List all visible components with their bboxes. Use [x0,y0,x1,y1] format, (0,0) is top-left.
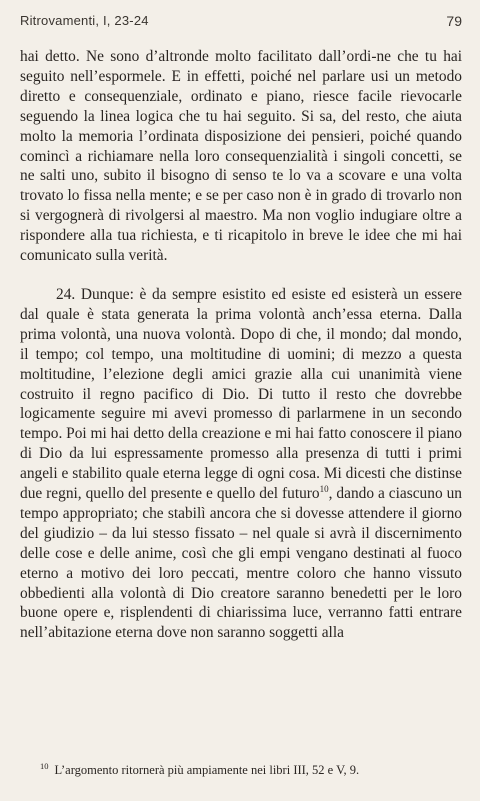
main-text [20,47,462,643]
running-head: Ritrovamenti, I, 23-24 [20,13,149,28]
paragraph-text: , dando a ciascuno un tempo appropriato; che stabilì ancora che si dovesse attendere il giorno del giudizio – da lui stesso fissato – nel quale si avrà il discernimento delle cose e delle anime, così che gli empi vengano destinati al fuoco eterno a motivo dei loro peccati, mentre coloro che hanno vissuto obbedienti alla volontà di Dio creatore saranno benedetti per le loro buone opere e, risplendenti di chiarissima luce, verranno fatti entrare nell’abitazione eterna dove non saranno soggetti alla [20,485,462,642]
footnote-text: L’argomento ritornerà più ampiamente nei libri III, 52 e V, 9. [54,763,360,777]
paragraph-text: 24. Dunque: è da sempre esistito ed esiste ed esisterà un essere dal quale è stata generata la prima volontà anch’essa eterna. Dalla prima volontà, una nuova volontà. Dopo di che, il mondo; dal mondo, il tempo; col tempo, una moltitudine di uomini; di mezzo a questa moltitudine, l’elezione degli amici grazie alla cui unanimità viene costruito il regno pacifico di Dio. Di tutto il resto che dovrebbe logicamente seguire mi avevi promesso di parlarmene in un secondo tempo. Poi mi hai detto della creazione e mi hai fatto conoscere il piano di Dio da lui espressamente promesso alla presenza di tutti i primi angeli e stabilito quale eterna legge di ogni cosa. Mi dicesti che distinse due regni, quello del presente e quello del futuro [20,285,462,503]
paragraph: hai detto. Ne sono d’altronde molto facilitato dall’ordi-ne che tu hai seguito nell’espormele. E in effetti, poiché nel parlare usi un metodo diretto e consequenziale, ordinato e piano, riesce facile rievocarle seguendo la linea logica che tu hai seguito. Si sa, del resto, che aiuta molto la memoria l’ordinata disposizione dei pensieri, poiché quando comincì a richiamare nella loro consequenzialità i singoli concetti, se ne salti uno, subito il bisogno di senso te lo va a scovare e una volta trovato lo fissa nella mente; e se per caso non è in grado di trovarlo non si vergognerà di rivolgersi al maestro. Ma non voglio indugiare oltre a rispondere alla tua richiesta, e ti ricapitolo in breve le idee che mi hai comunicato sulla verità. [20,48,462,265]
footnote-reference: 10 [319,483,329,494]
paragraph [20,285,462,643]
footnote [40,762,462,778]
footnote-number: 10 [40,760,49,771]
page-header [20,13,462,31]
page-number: 79 [446,13,462,29]
